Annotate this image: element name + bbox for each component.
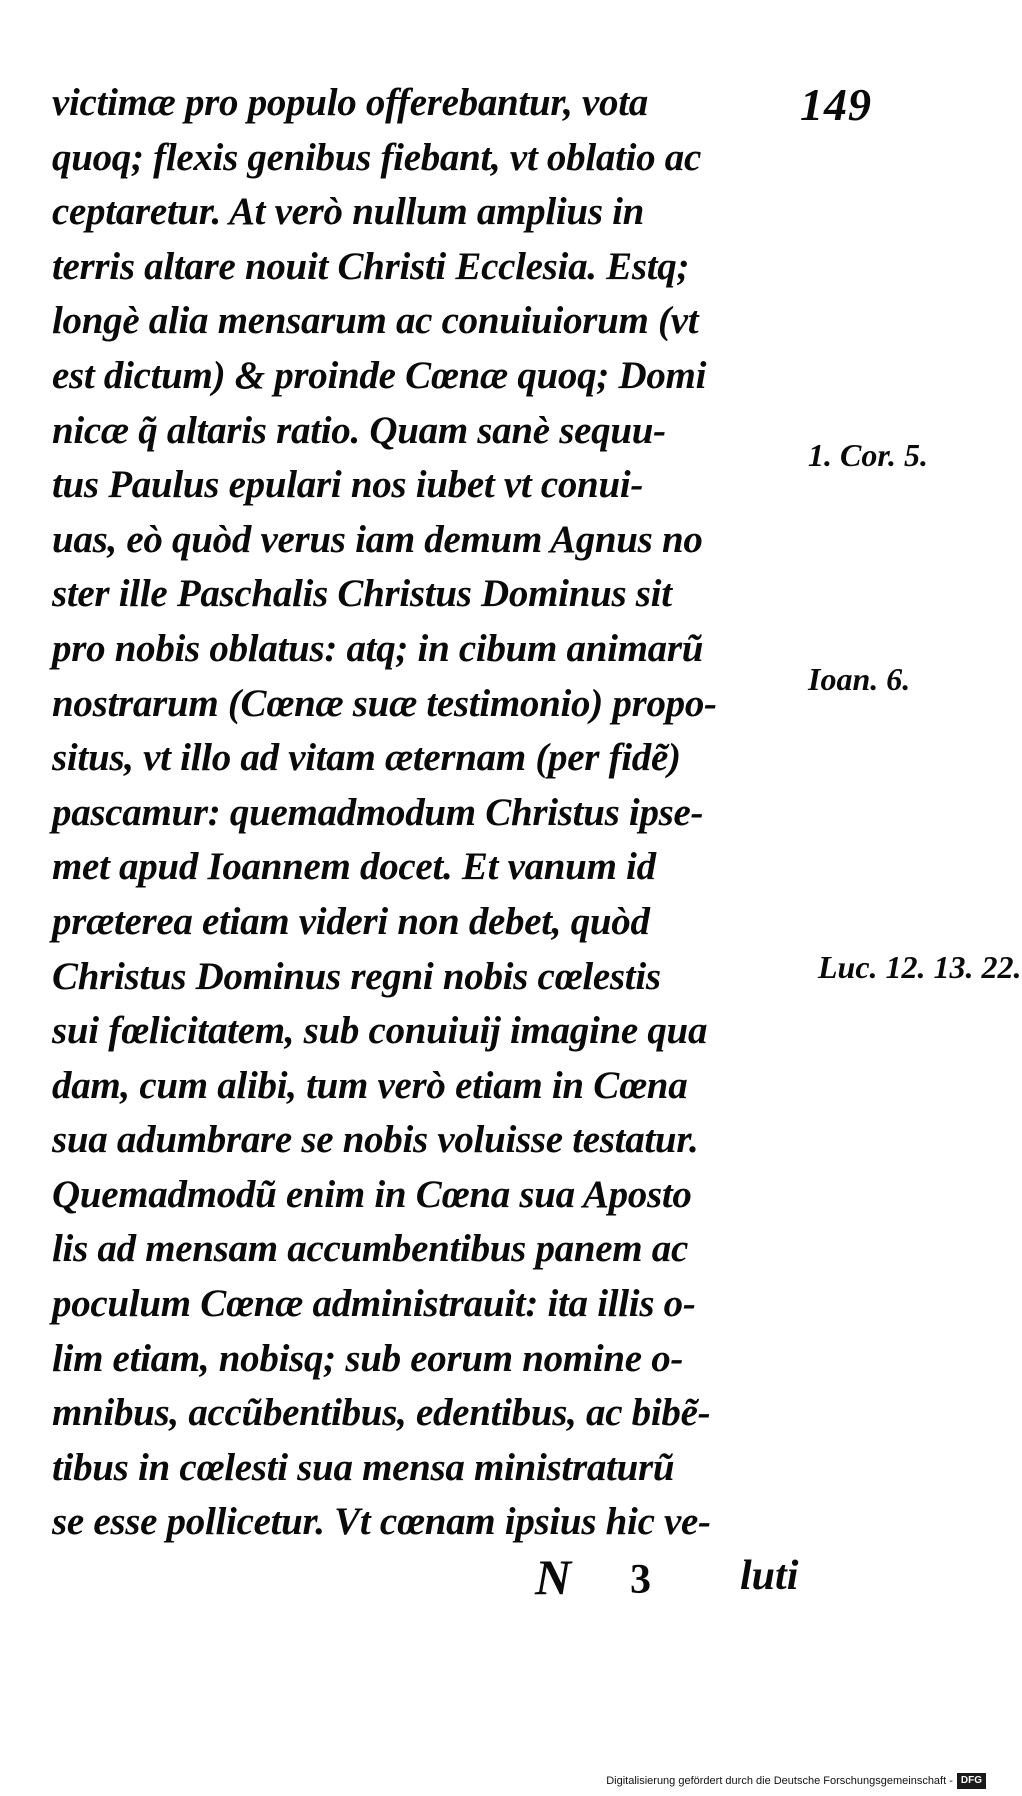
text-line: met apud Ioannem docet. Et vanum id [52, 845, 656, 889]
text-line: præterea etiam videri non debet, quòd [52, 899, 650, 943]
text-line: terris altare nouit Christi Ecclesia. Estq; [52, 244, 690, 288]
text-line: pro nobis oblatus: atq; in cibum animarũ [52, 626, 704, 670]
text-line: nicæ q̃ altaris ratio. Quam sanè sequu- [52, 408, 666, 452]
text-line: tus Paulus epulari nos iubet vt conui- [52, 463, 644, 507]
signature-mark: N [535, 1549, 572, 1605]
text-line: ster ille Paschalis Christus Dominus sit [52, 572, 672, 616]
dfg-logo: DFG [957, 1773, 986, 1789]
text-line: quoq; flexis genibus fiebant, vt oblatio ac [52, 135, 701, 179]
text-line: dam, cum alibi, tum verò etiam in Cœna [52, 1063, 688, 1107]
signature-number: 3 [630, 1557, 651, 1603]
catchword: luti [740, 1553, 799, 1599]
margin-note-luc: Luc. 12. 13. 22. [818, 949, 1022, 985]
text-line: lis ad mensam accumbentibus panem ac [52, 1227, 688, 1271]
text-line: Christus Dominus regni nobis cœlestis [52, 954, 661, 998]
margin-note-ioan: Ioan. 6. [808, 661, 911, 697]
text-line: est dictum) & proinde Cœnæ quoq; Domi [52, 353, 707, 397]
text-line: Quemadmodũ enim in Cœna sua Aposto [52, 1172, 692, 1216]
text-line: sui fœlicitatem, sub conuiuij imagine qua [52, 1009, 708, 1053]
text-line: nostrarum (Cœnæ suæ testimonio) propo- [52, 681, 717, 725]
margin-note-cor: 1. Cor. 5. [808, 437, 929, 473]
text-line: pascamur: quemadmodum Christus ipse- [52, 790, 704, 834]
digitization-footer [606, 1772, 986, 1790]
text-line: victimæ pro populo offerebantur, vota [52, 81, 648, 124]
page-number: 149 [800, 79, 872, 130]
text-line: situs, vt illo ad vitam æternam (per fidẽ) [52, 736, 681, 780]
text-line: sua adumbrare se nobis voluisse testatur. [52, 1118, 699, 1162]
text-line: poculum Cœnæ administrauit: ita illis o- [52, 1282, 696, 1326]
text-line: mnibus, accũbentibus, edentibus, ac bibẽ- [52, 1391, 711, 1435]
text-line: ceptaretur. At verò nullum amplius in [52, 190, 645, 234]
text-line: tibus in cœlesti sua mensa ministraturũ [52, 1445, 675, 1489]
text-line: longè alia mensarum ac conuiuiorum (vt [52, 299, 699, 343]
text-line: lim etiam, nobisq; sub eorum nomine o- [52, 1336, 684, 1380]
text-line: se esse pollicetur. Vt cœnam ipsius hic ve- [52, 1500, 711, 1544]
footer-text: Digitalisierung gefördert durch die Deutsche Forschungsgemeinschaft - [606, 1775, 953, 1787]
body-text [52, 76, 812, 1550]
text-line: uas, eò quòd verus iam demum Agnus no [52, 517, 703, 561]
